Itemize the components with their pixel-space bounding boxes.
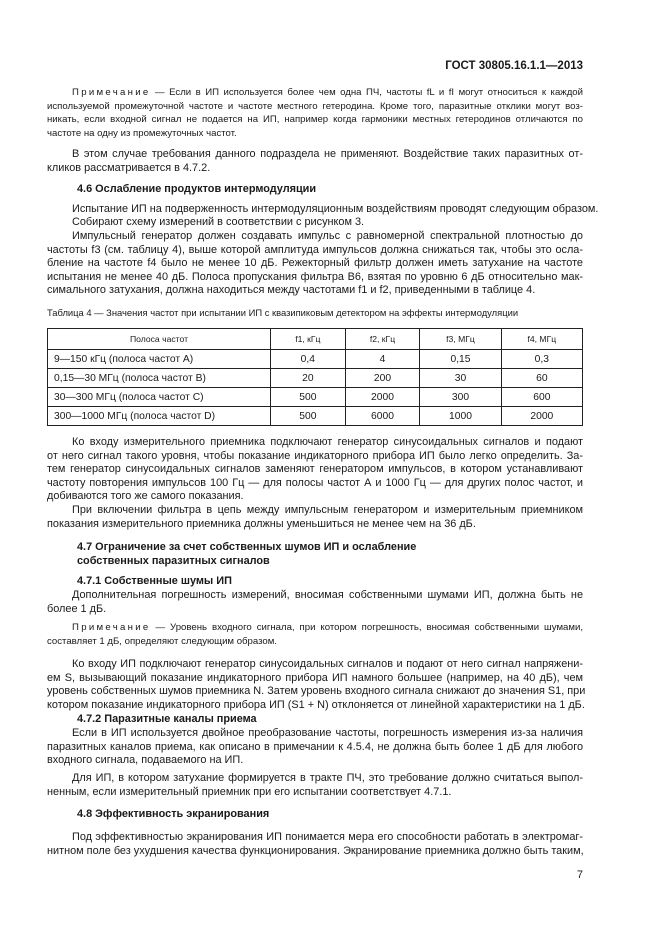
text-line [47, 713, 583, 727]
text-line [47, 541, 583, 555]
text-line [47, 727, 583, 741]
frequency-table [47, 328, 583, 426]
text-line [47, 621, 583, 635]
text-content: — Если в ИП используется более чем одна ПЧ, частоты fL и fI могут относиться к каждой [155, 87, 584, 98]
text-content: более 1 дБ. [47, 602, 107, 615]
text-content: уровень собственных шумов приемника N. Затем уровень входного сигнала снижают до значения S1, при [47, 685, 586, 698]
table-cell: 2000 [501, 407, 582, 426]
text-content: Испытание ИП на подверженность интермодуляционным воздействиям проводят следующим образом. [72, 203, 599, 215]
paragraph [47, 831, 583, 858]
text-content: 4.7.1 Собственные шумы ИП [77, 575, 232, 587]
document-header: ГОСТ 30805.16.1.1—2013 [445, 60, 583, 72]
section-heading [47, 713, 583, 727]
text-content: никать, если входной сигнал не подается на ИП, например когда гармоники местных гетеродинов отличаются по [47, 114, 583, 126]
text-line [47, 306, 583, 320]
text-content: Импульсный генератор должен создавать импульс с равномерной спектральной плотностью до [72, 230, 583, 242]
text-line [47, 162, 583, 176]
text-content: Собирают схему измерений в соответствии с рисунком 3. [72, 216, 365, 228]
table-cell: 300 [420, 388, 501, 407]
text-line [47, 589, 583, 603]
table-cell: 1000 [420, 407, 501, 426]
text-content: частоты f3 (см. таблицу 4), выше которой амплитуда импульсов должна снижаться так, чтобы это осла- [47, 243, 583, 256]
table-cell: 2000 [345, 388, 420, 407]
text-line [47, 845, 583, 859]
text-line [47, 518, 583, 532]
text-content: Таблица 4 — Значения частот при испытании ИП с квазипиковым детектором на эффекты интермодуляции [47, 307, 519, 318]
text-content: Дополнительная погрешность измерений, вносимая собственными шумами ИП, должна быть не [72, 589, 583, 601]
paragraph [47, 589, 583, 616]
text-content: 4.7 Ограничение за счет собственных шумов ИП и ослабление [77, 541, 417, 553]
table-cell: 9—150 кГц (полоса частот А) [48, 350, 271, 369]
column-header: f4, МГц [501, 329, 582, 350]
text-line [47, 754, 583, 768]
text-content: Если в ИП используется двойное преобразование частоты, погрешность измерения из-за наличия [72, 727, 583, 739]
paragraph [47, 658, 586, 712]
text-content: симального затухания, должна находиться между частотами f1 и f2, приведенными в таблице 4. [47, 284, 536, 297]
text-content: показания измерительного приемника должны уменьшиться не менее чем на 36 дБ. [47, 517, 476, 530]
text-line [47, 148, 583, 162]
table-cell: 0,15—30 МГц (полоса частот В) [48, 369, 271, 388]
text-line [47, 257, 583, 271]
text-content: тем генератор синусоидальных сигналов заменяют генератором импульсов, в котором устанавливают [47, 463, 583, 476]
note-label: Примечание [72, 622, 151, 633]
table-cell: 0,4 [271, 350, 346, 369]
text-content: собственных паразитных сигналов [77, 554, 270, 567]
text-content: частоте на одну из промежуточных частот. [47, 127, 237, 139]
section-heading [47, 541, 583, 568]
table-cell: 60 [501, 369, 582, 388]
text-line [47, 127, 583, 141]
text-content: При включении фильтра в цепь между импульсным генератором и измерительным приемником [72, 504, 583, 516]
text-content: ненным, если измерительный приемник при его испытании соответствует 4.7.1. [47, 785, 452, 798]
text-line [47, 658, 583, 672]
text-line [47, 504, 583, 518]
text-content: — Уровень входного сигнала, при котором погрешность, вносимая собственными шумами, [155, 622, 583, 633]
text-line [47, 555, 583, 569]
table-row [48, 350, 583, 369]
table-cell: 0,3 [501, 350, 582, 369]
column-header: f1, кГц [271, 329, 346, 350]
text-content: 4.6 Ослабление продуктов интермодуляции [77, 183, 317, 195]
table-cell: 30—300 МГц (полоса частот С) [48, 388, 271, 407]
text-line [47, 203, 599, 217]
text-content: В этом случае требования данного подраздела не применяют. Воздействие таких паразитных от- [72, 148, 583, 160]
text-line [47, 183, 583, 197]
text-content: Ко входу измерительного приемника подключают генератор синусоидальных сигналов и подают [72, 436, 583, 448]
page-number: 7 [576, 869, 583, 881]
table-cell: 6000 [345, 407, 420, 426]
section-heading [47, 575, 583, 589]
table-row [48, 407, 583, 426]
table-cell: 600 [501, 388, 582, 407]
text-line [47, 450, 583, 464]
text-line [47, 603, 583, 617]
text-content: котором показание индикаторного прибора ИП (S1 + N) отклоняется от линейной характеристики на 1 дБ. [47, 698, 585, 711]
column-header: f3, МГц [420, 329, 501, 350]
table-row [48, 388, 583, 407]
section-heading [47, 183, 583, 197]
text-line [47, 463, 583, 477]
text-content: от него сигнал такого уровня, чтобы показание индикаторного прибора ИП было легко определить. За- [47, 449, 583, 462]
text-content: Для ИП, в котором затухание формируется в тракте ПЧ, это требование должно считаться выпол- [72, 772, 583, 784]
text-line [47, 575, 583, 589]
text-line [47, 100, 583, 114]
section-heading [47, 808, 583, 822]
paragraph [47, 216, 583, 230]
text-line [47, 699, 583, 713]
paragraph [47, 230, 583, 298]
table-cell: 30 [420, 369, 501, 388]
text-line [47, 436, 583, 450]
note [47, 621, 583, 648]
text-line [47, 86, 583, 100]
text-line [47, 831, 583, 845]
paragraph [47, 727, 583, 768]
text-content: составляет 1 дБ, определяют следующим образом. [47, 635, 277, 647]
text-line [47, 271, 583, 285]
paragraph [47, 436, 583, 504]
text-line [47, 672, 583, 686]
note [47, 86, 583, 140]
text-line [47, 786, 583, 800]
text-line [47, 741, 583, 755]
text-line [47, 808, 583, 822]
text-content: 4.8 Эффективность экранирования [77, 808, 270, 820]
text-line [47, 284, 583, 298]
text-content: частоту повторения импульсов 100 Гц — для полосы частот А и 1000 Гц — для других полос частот, и [47, 476, 583, 489]
table-caption [47, 306, 583, 320]
table-cell: 300—1000 МГц (полоса частот D) [48, 407, 271, 426]
paragraph [47, 504, 583, 531]
text-content: испытания не менее 40 дБ. Полоса пропускания фильтра B6, взятая по уровню 6 дБ относительно мак- [47, 270, 583, 283]
text-content: ем S, вызывающий показание индикаторного прибора ИП намного большее (например, на 40 дБ), чем [47, 671, 583, 684]
text-content: бление на частоте f4 было не менее 10 дБ. Режекторный фильтр должен иметь затухание на частоте [47, 257, 583, 270]
text-content: нитном поле без ухудшения качества функционирования. Экранирование приемника должно быть таким, [47, 844, 584, 857]
text-line [47, 477, 583, 491]
text-content: Под эффективностью экранирования ИП понимается мера его способности работать в электромаг- [72, 831, 583, 843]
text-content: добиваются того же самого показания. [47, 490, 244, 503]
text-line [47, 635, 583, 649]
text-line [47, 685, 586, 699]
text-content: паразитных каналов приема, как описано в примечании к 4.5.4, не должна быть более 1 дБ для любого [47, 740, 583, 753]
table-cell: 500 [271, 407, 346, 426]
text-content: входного сигнала, подаваемого на ИП. [47, 754, 244, 767]
text-line [47, 490, 583, 504]
paragraph [47, 772, 583, 799]
paragraph [47, 203, 599, 217]
text-line [47, 244, 583, 258]
note-label: Примечание [72, 87, 151, 98]
text-line [47, 216, 583, 230]
text-line [47, 230, 583, 244]
paragraph [47, 148, 583, 175]
table-cell: 0,15 [420, 350, 501, 369]
text-content: используемой промежуточной частоте и частоте местного гетеродина. Кроме того, паразитные отклики могут воз- [47, 100, 583, 112]
table-row [48, 369, 583, 388]
table-cell: 20 [271, 369, 346, 388]
text-content: Ко входу ИП подключают генератор синусоидальных сигналов и подают от него сигнал напряжени- [72, 658, 583, 670]
text-content: 4.7.2 Паразитные каналы приема [77, 713, 257, 725]
text-content: кликов рассматривается в 4.7.2. [47, 161, 211, 174]
table-cell: 200 [345, 369, 420, 388]
text-line [47, 113, 583, 127]
table-cell: 500 [271, 388, 346, 407]
column-header: f2, кГц [345, 329, 420, 350]
text-line [47, 772, 583, 786]
table-cell: 4 [345, 350, 420, 369]
table-header-row [48, 329, 583, 350]
column-header: Полоса частот [48, 329, 271, 350]
